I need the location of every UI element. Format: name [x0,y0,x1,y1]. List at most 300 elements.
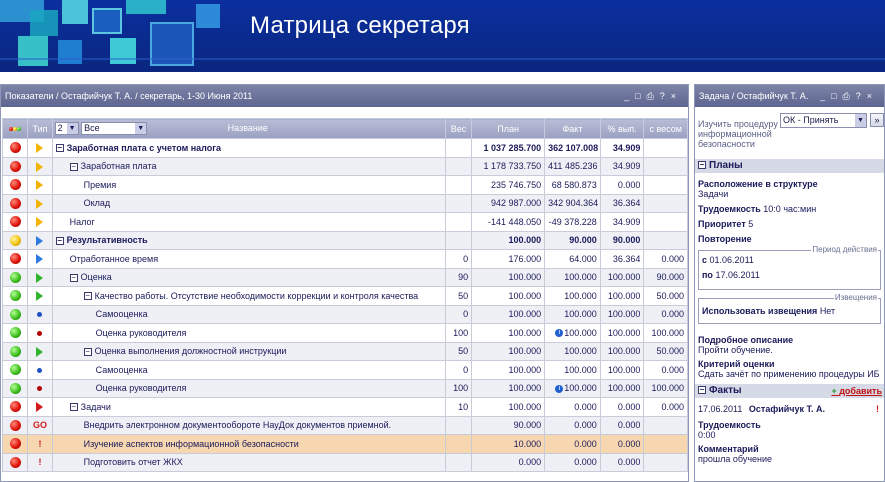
type-cell [28,361,52,380]
name-cell[interactable] [52,361,445,380]
name-header-label: Название [227,122,268,133]
apply-action-button[interactable]: » [870,113,884,127]
plan-value: 100.000 [508,290,542,301]
weighted-value: 0.000 [661,253,684,264]
row-name: Самооценка [95,364,148,375]
fact-author: Остафийчук Т. А. [748,404,825,414]
description-label: Подробное описание [698,335,794,345]
pct-cell [600,398,644,417]
weighted-column-header[interactable]: с весом [644,119,688,139]
pct-value: 36.364 [612,253,641,264]
indicators-panel-title: Показатели / Остафийчук Т. А. / секретарь, 1-30 Июня 2011 [5,91,253,101]
row-name: Отработанное время [69,253,159,264]
pct-value: 100.000 [607,383,641,394]
flag-icon [36,143,43,153]
gap-strip [0,72,885,84]
pct-cell [600,250,644,269]
period-fieldset [698,245,881,290]
weight-cell [445,231,471,250]
fact-value: 0.000 [574,420,597,431]
weight-value: 50 [458,290,469,301]
type-cell [28,287,52,306]
pct-value: 34.909 [612,216,641,227]
fact-cell [545,435,601,454]
plan-column-header[interactable]: План [472,119,545,139]
chevron-down-icon: ▼ [67,123,78,134]
row-name: Внедрить электронном документообороте НауДок документов приемной. [83,420,392,431]
fact-value: 0.000 [574,457,597,468]
decor-square [62,0,88,24]
status-green-icon [10,272,21,283]
fact-cell [545,268,601,287]
pct-value: 0.000 [617,179,641,190]
name-cell[interactable] [52,157,445,176]
weighted-cell [644,268,688,287]
weight-value: 10 [458,401,469,412]
fact-value: 0.000 [574,401,597,412]
task-summary [698,107,881,159]
status-cell [3,213,28,232]
weighted-value: 100.000 [651,327,684,338]
status-red-icon [10,253,21,264]
plan-cell [472,453,545,472]
status-cell [3,139,28,158]
pct-value: 0.000 [617,420,641,431]
pct-cell [600,287,644,306]
fact-cell [545,324,601,343]
plans-section [698,179,881,379]
name-cell[interactable] [52,268,445,287]
weighted-cell [644,287,688,306]
row-name: Заработная плата [80,161,157,172]
decor-square [0,58,885,60]
plans-section-header[interactable]: − Планы [695,159,884,173]
status-green-icon [17,127,21,131]
add-fact-link[interactable]: + добавить [831,386,882,396]
fact-cell [545,416,601,435]
action-select[interactable]: ОК - Принять ▼ [780,113,867,128]
task-panel-header [695,85,884,107]
table-row[interactable] [3,268,688,287]
plan-cell [472,194,545,213]
table-row[interactable] [3,305,688,324]
description-value: Пройти обучение. [698,345,773,355]
fact-cell [545,398,601,417]
table-row[interactable] [3,379,688,398]
weight-cell [445,435,471,454]
task-panel [694,84,885,482]
pct-cell [600,213,644,232]
status-red-icon [10,179,21,190]
status-cell [3,231,28,250]
weight-cell [445,194,471,213]
weighted-cell [644,194,688,213]
pct-value: 100.000 [607,364,641,375]
pct-value: 0.000 [617,457,641,468]
priority-label: Приоритет [698,219,746,229]
bullet-icon [37,368,42,373]
fact-value: 342 904.364 [548,198,599,209]
row-name: Подготовить отчет ЖКХ [83,457,183,468]
collapse-icon[interactable]: − [85,291,90,301]
status-red-icon [10,161,21,172]
type-cell [28,194,52,213]
help-icon[interactable]: ? [855,91,867,101]
facts-section-header[interactable]: − Факты + добавить [695,384,884,398]
info-icon[interactable]: i [555,329,563,337]
plan-cell [472,305,545,324]
weighted-cell [644,176,688,195]
row-name: Оценка руководителя [95,327,187,338]
indicators-table [2,118,688,472]
plan-cell [472,139,545,158]
name-cell[interactable] [52,305,445,324]
weight-cell [445,157,471,176]
bullet-icon [37,312,42,317]
close-icon[interactable]: × [866,91,878,101]
flag-icon [36,402,43,412]
name-cell[interactable] [52,231,445,250]
weighted-cell [644,231,688,250]
weight-cell [445,361,471,380]
decor-square [110,38,136,64]
decor-square [126,0,166,14]
status-cell [3,416,28,435]
pct-cell [600,139,644,158]
criteria-label: Критерий оценки [698,359,775,369]
weighted-cell [644,250,688,269]
task-details [695,107,884,464]
plan-cell [472,379,545,398]
table-row[interactable] [3,250,688,269]
weight-value: 0 [463,364,469,375]
pct-cell [600,435,644,454]
collapse-icon[interactable]: − [71,161,76,171]
status-cell [3,305,28,324]
pct-cell [600,342,644,361]
fact-cell [545,231,601,250]
name-cell[interactable] [52,194,445,213]
weighted-cell [644,398,688,417]
flag-icon [36,162,43,172]
task-panel-title: Задача / Остафийчук Т. А. [699,91,809,101]
status-red-icon [10,438,21,449]
weighted-cell [644,305,688,324]
status-cell [3,250,28,269]
fact-value: 90.000 [569,235,597,246]
fact-value: 100.000 [564,383,597,394]
table-row[interactable] [3,453,688,472]
weighted-cell [644,157,688,176]
fact-cell [545,361,601,380]
weight-cell [445,379,471,398]
table-row[interactable] [3,176,688,195]
fact-value: 100.000 [564,364,597,375]
fact-column-header[interactable]: Факт [545,119,601,139]
fact-effort-label: Трудоемкость [698,420,761,430]
pct-value: 34.909 [612,161,641,172]
name-cell[interactable] [52,435,445,454]
status-red-icon [10,457,21,468]
plus-icon: + [831,386,837,396]
weighted-value: 0.000 [661,364,684,375]
name-cell[interactable] [52,379,445,398]
row-name: Качество работы. Отсутствие необходимости коррекции и контроля качества [94,290,419,301]
status-green-icon [10,309,21,320]
table-row[interactable] [3,435,688,454]
plan-cell [472,342,545,361]
filter-select[interactable]: Все ▼ [81,122,147,135]
pct-cell [600,157,644,176]
fact-cell [545,250,601,269]
row-name: Изучение аспектов информационной безопасности [83,438,299,449]
fact-cell [545,305,601,324]
fact-date: 17.06.2011 [698,404,743,414]
help-icon[interactable]: ? [659,91,671,101]
indicators-panel [0,84,689,482]
print-icon[interactable]: ⎙ [646,91,660,101]
alert-icon: ! [876,404,879,414]
plan-value: 100.000 [508,235,542,246]
status-red-icon [10,420,21,431]
weighted-cell [644,324,688,343]
status-red-icon [10,216,21,227]
type-cell [28,157,52,176]
name-cell[interactable] [52,287,445,306]
table-row[interactable] [3,231,688,250]
weight-cell [445,305,471,324]
name-cell[interactable] [52,176,445,195]
bullet-icon [37,386,42,391]
table-row[interactable] [3,287,688,306]
notify-row [702,306,877,316]
table-row[interactable] [3,194,688,213]
collapse-icon[interactable]: − [85,346,90,356]
collapse-icon[interactable]: − [71,272,76,282]
name-cell[interactable] [52,416,445,435]
row-name: Оценка [80,272,112,283]
plan-value: 100.000 [508,272,542,283]
flag-icon [36,217,43,227]
pct-value: 36.364 [612,198,641,209]
name-cell[interactable] [52,250,445,269]
weight-column-header[interactable]: Вес [445,119,471,139]
pct-cell [600,453,644,472]
page-title: Матрица секретаря [250,12,470,39]
status-yellow-icon [10,235,21,246]
weighted-cell [644,453,688,472]
effort-value: 10:0 час:мин [763,204,817,214]
status-green-icon [10,290,21,301]
status-red-icon [10,198,21,209]
weighted-cell [644,435,688,454]
notify-fieldset [698,293,881,324]
table-row[interactable] [3,361,688,380]
fact-cell [545,453,601,472]
maximize-icon[interactable]: □ [635,91,647,101]
from-row [702,255,877,265]
table-row[interactable] [3,324,688,343]
indicators-panel-header [1,85,688,107]
plan-cell [472,213,545,232]
pct-value: 90.000 [612,235,641,246]
fact-cell [545,342,601,361]
weighted-value: 50.000 [656,346,684,357]
collapse-icon[interactable]: − [699,160,705,170]
weighted-cell [644,342,688,361]
flag-icon [36,273,43,283]
name-column-header [52,119,445,139]
decor-square [92,8,122,34]
fact-value: 100.000 [564,290,597,301]
status-red-icon [10,401,21,412]
flag-icon [36,236,43,246]
pct-column-header[interactable]: % вып. [600,119,644,139]
plan-value: 0.000 [518,457,542,468]
location-label: Расположение в структуре [698,179,818,189]
status-cell [3,342,28,361]
info-icon[interactable]: i [555,385,563,393]
name-cell[interactable] [52,139,445,158]
weight-value: 0 [463,309,469,320]
flag-icon [36,180,43,190]
chevron-down-icon: ▼ [135,123,146,134]
status-cell [3,435,28,454]
to-row [702,270,877,280]
fact-value: 100.000 [564,309,597,320]
weight-value: 0 [463,253,469,264]
weight-cell [445,287,471,306]
row-name: Задачи [80,401,111,412]
close-icon[interactable]: × [670,91,682,101]
name-cell[interactable] [52,453,445,472]
status-cell [3,287,28,306]
table-row[interactable] [3,416,688,435]
table-row[interactable] [3,213,688,232]
weighted-cell [644,416,688,435]
minimize-icon[interactable]: _ [820,91,832,101]
repeat-label: Повторение [698,234,752,244]
type-cell [28,139,52,158]
type-cell [28,268,52,287]
window-controls [624,85,682,107]
collapse-icon[interactable]: − [57,143,62,153]
plan-value: 100.000 [508,327,542,338]
status-green-icon [10,346,21,357]
notify-legend: Извещения [834,293,877,302]
collapse-icon[interactable]: − [71,402,76,412]
plan-cell [472,324,545,343]
name-cell[interactable] [52,398,445,417]
pct-cell [600,416,644,435]
pct-cell [600,361,644,380]
flag-icon [36,347,43,357]
status-green-icon [10,383,21,394]
plan-value: 10.000 [513,438,542,449]
flag-icon [36,199,43,209]
row-name: Налог [69,216,95,227]
table-row[interactable] [3,342,688,361]
name-cell[interactable] [52,342,445,361]
name-cell[interactable] [52,324,445,343]
flag-icon [36,254,43,264]
row-name: Премия [83,179,117,190]
from-label: с [702,255,708,265]
status-cell [3,157,28,176]
decor-square [196,4,220,28]
table-row[interactable] [3,398,688,417]
fact-entry [698,404,881,464]
fact-value: 411 485.236 [548,161,598,172]
maximize-icon[interactable]: □ [831,91,843,101]
minimize-icon[interactable]: _ [624,91,636,101]
plan-value: 942 987.000 [491,198,542,209]
pct-value: 100.000 [607,309,641,320]
notify-value: Нет [819,306,836,316]
decor-square [30,10,58,36]
print-icon[interactable]: ⎙ [842,91,856,101]
plan-cell [472,176,545,195]
collapse-icon[interactable]: − [57,235,62,245]
decor-square [18,36,48,66]
weight-cell [445,342,471,361]
type-cell [28,213,52,232]
pct-cell [600,305,644,324]
flag-icon [36,291,43,301]
weighted-cell [644,213,688,232]
alert-icon: ! [38,457,42,468]
location-value: Задачи [698,189,729,199]
weight-value: 90 [458,272,469,283]
task-text: Изучить процедуру информационной безопасности [698,119,778,149]
bullet-icon [37,331,42,336]
fact-comment-label: Комментарий [698,444,759,454]
status-cell [3,361,28,380]
pct-value: 100.000 [607,346,641,357]
weight-cell [445,268,471,287]
type-cell [28,342,52,361]
plan-cell [472,398,545,417]
plan-value: 100.000 [508,383,542,394]
weighted-value: 0.000 [661,309,684,320]
collapse-icon[interactable]: − [699,385,705,395]
level-select[interactable]: 2 ▼ [55,122,79,135]
weight-value: 50 [458,346,469,357]
table-row[interactable] [3,139,688,158]
effort-row [698,204,881,214]
plan-cell [472,435,545,454]
weight-cell [445,416,471,435]
criteria-value: Сдать зачёт по применению процедуры ИБ [698,369,880,379]
type-cell [28,379,52,398]
fact-value: 362 107.008 [548,142,599,153]
table-row[interactable] [3,157,688,176]
weighted-value: 50.000 [656,290,684,301]
plan-cell [472,416,545,435]
pct-cell [600,176,644,195]
to-label: по [702,270,713,280]
status-red-icon [10,142,21,153]
plan-value: 176.000 [508,253,542,264]
pct-cell [600,268,644,287]
status-cell [3,379,28,398]
name-cell[interactable] [52,213,445,232]
fact-value: 68 580.873 [551,179,597,190]
go-mark-icon: GO [32,420,47,431]
fact-header-row [698,404,881,414]
weighted-value: 0.000 [661,401,684,412]
pct-cell [600,324,644,343]
